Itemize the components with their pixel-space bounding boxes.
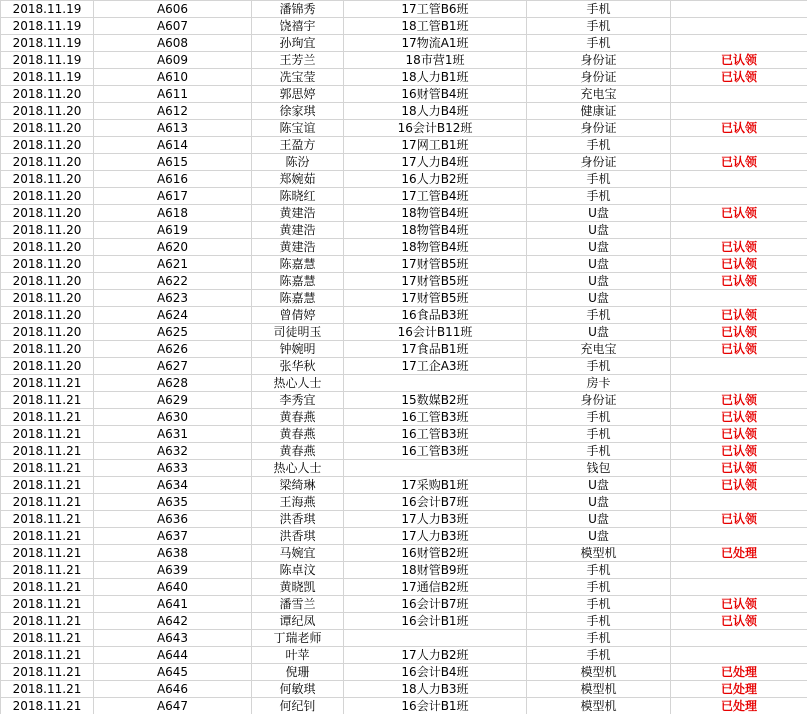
item-cell[interactable]: 手机 [527,613,671,630]
status-cell[interactable] [671,358,807,375]
date-cell[interactable]: 2018.11.20 [1,222,94,239]
item-cell[interactable]: 手机 [527,1,671,18]
table-row [1,239,807,256]
name-cell[interactable]: 黄建浩 [252,205,344,222]
date-cell[interactable]: 2018.11.20 [1,273,94,290]
class-cell[interactable]: 16会计B11班 [344,324,527,341]
class-cell[interactable]: 16工管B3班 [344,426,527,443]
table-row [1,222,807,239]
name-cell[interactable]: 洪香琪 [252,528,344,545]
item-cell[interactable]: 充电宝 [527,341,671,358]
table-row [1,596,807,613]
name-cell[interactable]: 黄建浩 [252,222,344,239]
name-cell[interactable]: 饶禧宇 [252,18,344,35]
item-cell[interactable]: 模型机 [527,545,671,562]
code-cell[interactable]: A622 [94,273,252,290]
table-row [1,545,807,562]
item-cell[interactable]: U盘 [527,256,671,273]
status-cell[interactable]: 已认领 [671,205,807,222]
date-cell[interactable]: 2018.11.21 [1,647,94,664]
item-cell[interactable]: U盘 [527,290,671,307]
date-cell[interactable]: 2018.11.19 [1,1,94,18]
status-cell[interactable]: 已认领 [671,256,807,273]
status-cell[interactable]: 已认领 [671,511,807,528]
status-cell[interactable]: 已认领 [671,460,807,477]
table-row [1,341,807,358]
date-cell[interactable]: 2018.11.21 [1,664,94,681]
code-cell[interactable]: A606 [94,1,252,18]
class-cell[interactable]: 17物流A1班 [344,35,527,52]
code-cell[interactable]: A620 [94,239,252,256]
class-cell[interactable]: 18工管B1班 [344,18,527,35]
item-cell[interactable]: 手机 [527,630,671,647]
item-cell[interactable]: 手机 [527,137,671,154]
name-cell[interactable]: 陈嘉慧 [252,290,344,307]
code-cell[interactable]: A635 [94,494,252,511]
status-cell[interactable] [671,579,807,596]
sheet-body [1,1,807,715]
item-cell[interactable]: 手机 [527,188,671,205]
code-cell[interactable]: A632 [94,443,252,460]
item-cell[interactable]: 手机 [527,35,671,52]
date-cell[interactable]: 2018.11.21 [1,494,94,511]
class-cell[interactable]: 16会计B1班 [344,698,527,715]
table-row [1,273,807,290]
date-cell[interactable]: 2018.11.21 [1,562,94,579]
item-cell[interactable]: 身份证 [527,154,671,171]
status-cell[interactable]: 已认领 [671,52,807,69]
date-cell[interactable]: 2018.11.19 [1,52,94,69]
code-cell[interactable]: A644 [94,647,252,664]
code-cell[interactable]: A639 [94,562,252,579]
item-cell[interactable]: U盘 [527,239,671,256]
status-cell[interactable] [671,188,807,205]
class-cell[interactable]: 16工管B3班 [344,443,527,460]
item-cell[interactable]: 手机 [527,307,671,324]
table-row [1,290,807,307]
status-cell[interactable] [671,35,807,52]
status-cell[interactable] [671,528,807,545]
table-row [1,120,807,137]
code-cell[interactable]: A616 [94,171,252,188]
date-cell[interactable]: 2018.11.20 [1,120,94,137]
class-cell[interactable]: 18市营1班 [344,52,527,69]
name-cell[interactable]: 王盈方 [252,137,344,154]
status-cell[interactable]: 已认领 [671,392,807,409]
date-cell[interactable]: 2018.11.21 [1,698,94,715]
date-cell[interactable]: 2018.11.21 [1,511,94,528]
item-cell[interactable]: 健康证 [527,103,671,120]
name-cell[interactable]: 王海燕 [252,494,344,511]
class-cell[interactable]: 16会计B1班 [344,613,527,630]
code-cell[interactable]: A612 [94,103,252,120]
table-row [1,477,807,494]
table-row [1,528,807,545]
class-cell[interactable]: 18物管B4班 [344,239,527,256]
name-cell[interactable]: 谭纪凤 [252,613,344,630]
code-cell[interactable]: A637 [94,528,252,545]
table-row [1,52,807,69]
status-cell[interactable] [671,290,807,307]
status-cell[interactable]: 已认领 [671,273,807,290]
code-cell[interactable]: A611 [94,86,252,103]
date-cell[interactable]: 2018.11.20 [1,256,94,273]
table-row [1,171,807,188]
table-row [1,579,807,596]
date-cell[interactable]: 2018.11.21 [1,630,94,647]
date-cell[interactable]: 2018.11.20 [1,358,94,375]
table-row [1,460,807,477]
status-cell[interactable] [671,562,807,579]
code-cell[interactable]: A633 [94,460,252,477]
name-cell[interactable]: 何纪钊 [252,698,344,715]
date-cell[interactable]: 2018.11.21 [1,596,94,613]
item-cell[interactable]: 手机 [527,562,671,579]
date-cell[interactable]: 2018.11.21 [1,545,94,562]
item-cell[interactable]: 手机 [527,579,671,596]
code-cell[interactable]: A614 [94,137,252,154]
name-cell[interactable]: 热心人士 [252,460,344,477]
date-cell[interactable]: 2018.11.19 [1,69,94,86]
code-cell[interactable]: A643 [94,630,252,647]
status-cell[interactable] [671,494,807,511]
code-cell[interactable]: A623 [94,290,252,307]
date-cell[interactable]: 2018.11.20 [1,239,94,256]
class-cell[interactable] [344,630,527,647]
class-cell[interactable]: 17人力B2班 [344,647,527,664]
name-cell[interactable]: 马婉宜 [252,545,344,562]
status-cell[interactable]: 已认领 [671,324,807,341]
name-cell[interactable]: 倪珊 [252,664,344,681]
status-cell[interactable] [671,647,807,664]
date-cell[interactable]: 2018.11.21 [1,392,94,409]
class-cell[interactable]: 17食品B1班 [344,341,527,358]
item-cell[interactable]: U盘 [527,273,671,290]
name-cell[interactable]: 黄春燕 [252,443,344,460]
name-cell[interactable]: 梁绮琳 [252,477,344,494]
date-cell[interactable]: 2018.11.21 [1,375,94,392]
class-cell[interactable]: 16工管B3班 [344,409,527,426]
class-cell[interactable]: 17财管B5班 [344,256,527,273]
item-cell[interactable]: 手机 [527,409,671,426]
table-row [1,494,807,511]
date-cell[interactable]: 2018.11.21 [1,409,94,426]
code-cell[interactable]: A624 [94,307,252,324]
table-row [1,188,807,205]
status-cell[interactable] [671,630,807,647]
table-row [1,307,807,324]
item-cell[interactable]: 手机 [527,18,671,35]
name-cell[interactable]: 陈宝谊 [252,120,344,137]
date-cell[interactable]: 2018.11.21 [1,443,94,460]
item-cell[interactable]: 手机 [527,647,671,664]
code-cell[interactable]: A625 [94,324,252,341]
table-row [1,324,807,341]
class-cell[interactable]: 18人力B3班 [344,681,527,698]
name-cell[interactable]: 潘雪兰 [252,596,344,613]
code-cell[interactable]: A634 [94,477,252,494]
status-cell[interactable] [671,375,807,392]
date-cell[interactable]: 2018.11.20 [1,171,94,188]
table-row [1,256,807,273]
item-cell[interactable]: 手机 [527,596,671,613]
class-cell[interactable]: 18财管B9班 [344,562,527,579]
item-cell[interactable]: 手机 [527,443,671,460]
name-cell[interactable]: 黄春燕 [252,409,344,426]
name-cell[interactable]: 孙珣宜 [252,35,344,52]
name-cell[interactable]: 钟婉明 [252,341,344,358]
class-cell[interactable]: 18物管B4班 [344,222,527,239]
class-cell[interactable]: 16会计B12班 [344,120,527,137]
table-row [1,562,807,579]
class-cell[interactable] [344,375,527,392]
code-cell[interactable]: A629 [94,392,252,409]
code-cell[interactable]: A610 [94,69,252,86]
item-cell[interactable]: 模型机 [527,681,671,698]
code-cell[interactable]: A621 [94,256,252,273]
item-cell[interactable]: 房卡 [527,375,671,392]
item-cell[interactable]: 手机 [527,171,671,188]
table-row [1,664,807,681]
item-cell[interactable]: U盘 [527,222,671,239]
table-row [1,375,807,392]
name-cell[interactable]: 曾倩婷 [252,307,344,324]
name-cell[interactable]: 陈卓汶 [252,562,344,579]
status-cell[interactable]: 已认领 [671,69,807,86]
date-cell[interactable]: 2018.11.21 [1,613,94,630]
date-cell[interactable]: 2018.11.20 [1,188,94,205]
status-cell[interactable]: 已处理 [671,545,807,562]
code-cell[interactable]: A617 [94,188,252,205]
item-cell[interactable]: 身份证 [527,52,671,69]
code-cell[interactable]: A607 [94,18,252,35]
item-cell[interactable]: U盘 [527,511,671,528]
status-cell[interactable]: 已认领 [671,239,807,256]
status-cell[interactable]: 已认领 [671,596,807,613]
name-cell[interactable]: 张华秋 [252,358,344,375]
code-cell[interactable]: A628 [94,375,252,392]
name-cell[interactable]: 陈汾 [252,154,344,171]
code-cell[interactable]: A642 [94,613,252,630]
table-row [1,86,807,103]
name-cell[interactable]: 黄晓凯 [252,579,344,596]
class-cell[interactable]: 16人力B2班 [344,171,527,188]
item-cell[interactable]: U盘 [527,528,671,545]
status-cell[interactable]: 已处理 [671,698,807,715]
table-row [1,647,807,664]
status-cell[interactable] [671,171,807,188]
table-row [1,698,807,715]
code-cell[interactable]: A647 [94,698,252,715]
code-cell[interactable]: A645 [94,664,252,681]
item-cell[interactable]: 身份证 [527,392,671,409]
status-cell[interactable] [671,137,807,154]
name-cell[interactable]: 丁瑞老师 [252,630,344,647]
name-cell[interactable]: 陈嘉慧 [252,256,344,273]
class-cell[interactable]: 17财管B5班 [344,273,527,290]
status-cell[interactable]: 已认领 [671,477,807,494]
code-cell[interactable]: A609 [94,52,252,69]
table-row [1,443,807,460]
table-row [1,511,807,528]
table-row [1,681,807,698]
code-cell[interactable]: A608 [94,35,252,52]
name-cell[interactable]: 热心人士 [252,375,344,392]
name-cell[interactable]: 王芳兰 [252,52,344,69]
code-cell[interactable]: A618 [94,205,252,222]
item-cell[interactable]: 模型机 [527,664,671,681]
date-cell[interactable]: 2018.11.20 [1,341,94,358]
item-cell[interactable]: 钱包 [527,460,671,477]
class-cell[interactable]: 17财管B5班 [344,290,527,307]
class-cell[interactable]: 16食品B3班 [344,307,527,324]
status-cell[interactable] [671,18,807,35]
item-cell[interactable]: U盘 [527,494,671,511]
code-cell[interactable]: A631 [94,426,252,443]
table-row [1,613,807,630]
item-cell[interactable]: 身份证 [527,69,671,86]
item-cell[interactable]: U盘 [527,477,671,494]
code-cell[interactable]: A638 [94,545,252,562]
date-cell[interactable]: 2018.11.21 [1,579,94,596]
table-row [1,630,807,647]
name-cell[interactable]: 黄春燕 [252,426,344,443]
table-row [1,69,807,86]
class-cell[interactable]: 17采购B1班 [344,477,527,494]
name-cell[interactable]: 何敏琪 [252,681,344,698]
name-cell[interactable]: 冼宝莹 [252,69,344,86]
class-cell[interactable]: 17人力B3班 [344,511,527,528]
date-cell[interactable]: 2018.11.21 [1,477,94,494]
status-cell[interactable]: 已认领 [671,409,807,426]
class-cell[interactable]: 16会计B7班 [344,596,527,613]
code-cell[interactable]: A641 [94,596,252,613]
code-cell[interactable]: A613 [94,120,252,137]
name-cell[interactable]: 司徒明玉 [252,324,344,341]
item-cell[interactable]: 手机 [527,426,671,443]
class-cell[interactable]: 17人力B3班 [344,528,527,545]
status-cell[interactable]: 已认领 [671,443,807,460]
table-row [1,358,807,375]
item-cell[interactable]: U盘 [527,324,671,341]
status-cell[interactable] [671,86,807,103]
name-cell[interactable]: 郭思婷 [252,86,344,103]
table-row [1,205,807,222]
date-cell[interactable]: 2018.11.20 [1,205,94,222]
code-cell[interactable]: A626 [94,341,252,358]
code-cell[interactable]: A619 [94,222,252,239]
status-cell[interactable]: 已认领 [671,120,807,137]
class-cell[interactable]: 18人力B1班 [344,69,527,86]
table-row [1,18,807,35]
name-cell[interactable]: 黄建浩 [252,239,344,256]
status-cell[interactable] [671,222,807,239]
status-cell[interactable]: 已认领 [671,613,807,630]
class-cell[interactable]: 17工管B6班 [344,1,527,18]
item-cell[interactable]: 充电宝 [527,86,671,103]
table-row [1,137,807,154]
class-cell[interactable]: 16财管B2班 [344,545,527,562]
status-cell[interactable]: 已认领 [671,307,807,324]
date-cell[interactable]: 2018.11.19 [1,18,94,35]
class-cell[interactable]: 18物管B4班 [344,205,527,222]
class-cell[interactable]: 16会计B7班 [344,494,527,511]
date-cell[interactable]: 2018.11.20 [1,137,94,154]
name-cell[interactable]: 郑婉茹 [252,171,344,188]
class-cell[interactable]: 17通信B2班 [344,579,527,596]
name-cell[interactable]: 叶苹 [252,647,344,664]
table-row [1,1,807,18]
class-cell[interactable]: 16会计B4班 [344,664,527,681]
table-row [1,35,807,52]
name-cell[interactable]: 徐家琪 [252,103,344,120]
date-cell[interactable]: 2018.11.20 [1,86,94,103]
item-cell[interactable]: U盘 [527,205,671,222]
status-cell[interactable]: 已认领 [671,426,807,443]
code-cell[interactable]: A636 [94,511,252,528]
date-cell[interactable]: 2018.11.21 [1,528,94,545]
date-cell[interactable]: 2018.11.20 [1,324,94,341]
name-cell[interactable]: 洪香琪 [252,511,344,528]
class-cell[interactable]: 17工管B4班 [344,188,527,205]
code-cell[interactable]: A615 [94,154,252,171]
name-cell[interactable]: 李秀宜 [252,392,344,409]
table-row [1,103,807,120]
class-cell[interactable] [344,460,527,477]
name-cell[interactable]: 陈晓红 [252,188,344,205]
status-cell[interactable]: 已处理 [671,664,807,681]
status-cell[interactable] [671,103,807,120]
code-cell[interactable]: A640 [94,579,252,596]
table-row [1,154,807,171]
name-cell[interactable]: 陈嘉慧 [252,273,344,290]
name-cell[interactable]: 潘锦秀 [252,1,344,18]
code-cell[interactable]: A627 [94,358,252,375]
status-cell[interactable]: 已认领 [671,341,807,358]
date-cell[interactable]: 2018.11.20 [1,154,94,171]
item-cell[interactable]: 手机 [527,358,671,375]
item-cell[interactable]: 身份证 [527,120,671,137]
table-row [1,426,807,443]
class-cell[interactable]: 17人力B4班 [344,154,527,171]
date-cell[interactable]: 2018.11.21 [1,426,94,443]
date-cell[interactable]: 2018.11.21 [1,681,94,698]
code-cell[interactable]: A646 [94,681,252,698]
class-cell[interactable]: 16财管B4班 [344,86,527,103]
class-cell[interactable]: 15数媒B2班 [344,392,527,409]
date-cell[interactable]: 2018.11.20 [1,290,94,307]
class-cell[interactable]: 17网工B1班 [344,137,527,154]
status-cell[interactable] [671,1,807,18]
code-cell[interactable]: A630 [94,409,252,426]
status-cell[interactable]: 已处理 [671,681,807,698]
status-cell[interactable]: 已认领 [671,154,807,171]
date-cell[interactable]: 2018.11.20 [1,103,94,120]
date-cell[interactable]: 2018.11.19 [1,35,94,52]
table-row [1,409,807,426]
class-cell[interactable]: 17工企A3班 [344,358,527,375]
table-row [1,392,807,409]
class-cell[interactable]: 18人力B4班 [344,103,527,120]
date-cell[interactable]: 2018.11.21 [1,460,94,477]
item-cell[interactable]: 模型机 [527,698,671,715]
date-cell[interactable]: 2018.11.20 [1,307,94,324]
